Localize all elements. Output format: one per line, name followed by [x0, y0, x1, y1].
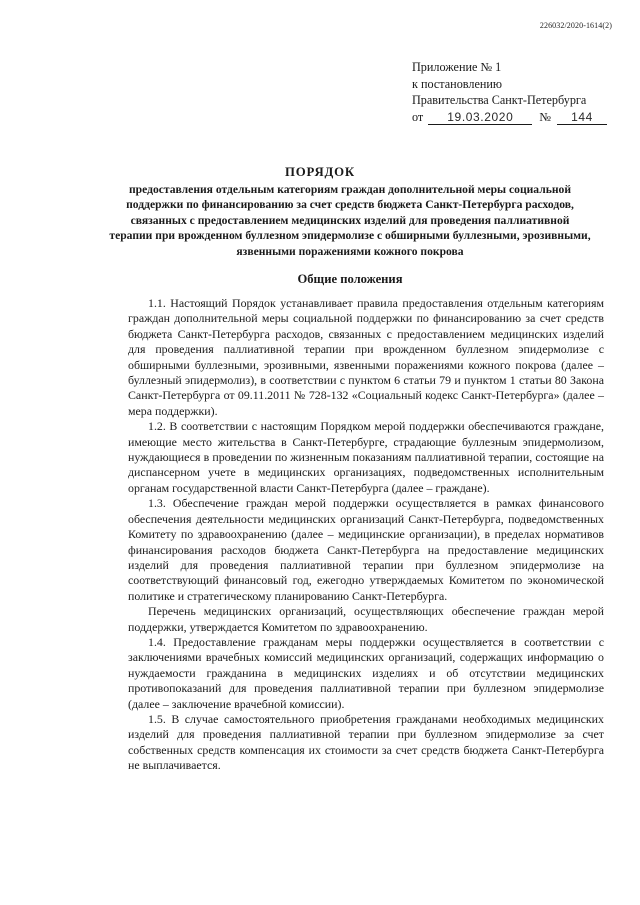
- paragraph-1-4: 1.4. Предоставление гражданам меры поддержки осуществляется в соответствии с заключениями врачебных комиссий медицинских организаций, содержащих информацию о нуждаемости гражданина в медицинских изделиях и об отсутствии медицинских противопоказаний для проведения паллиативной терапии при буллезном эпидермолизе (далее – заключение врачебной комиссии).: [128, 634, 604, 711]
- appendix-line-1: Приложение № 1: [412, 60, 502, 74]
- appendix-line-2: к постановлению: [412, 76, 503, 91]
- document-body: [128, 296, 604, 774]
- document-subtitle: предоставления отдельным категориям граждан дополнительной меры социальной поддержки по финансированию за счет средств бюджета Санкт-Петербурга расходов, связанных с предоставлением медицинских изделий для проведения паллиативной терапии при врожденном буллезном эпидермолизе с обширными буллезными, эрозивными, язвенными поражениями кожного покрова: [109, 183, 591, 258]
- section-title: Общие положения: [297, 272, 403, 286]
- number-label: №: [539, 109, 551, 124]
- appendix-date-line: [412, 109, 622, 126]
- paragraph-1-1: 1.1. Настоящий Порядок устанавливает правила предоставления отдельным категориям граждан дополнительной меры социальной поддержки по финансированию за счет средств бюджета Санкт-Петербурга расходов, связанных с предоставлением медицинских изделий для проведения паллиативной терапии при врожденном буллезном эпидермолизе с обширными буллезными, эрозивными, язвенными поражениями кожного покрова (далее – буллезный эпидермолиз), в соответствии с пунктом 6 статьи 79 и пунктом 1 статьи 80 Закона Санкт-Петербурга от 09.11.2011 № 728-132 «Социальный кодекс Санкт-Петербурга» (далее – мера поддержки).: [128, 296, 604, 418]
- appendix-block: [412, 59, 622, 125]
- appendix-line-3: Правительства Санкт-Петербурга: [412, 93, 587, 107]
- document-id: 226032/2020-1614(2): [539, 21, 612, 30]
- resolution-number: 144: [557, 111, 607, 125]
- paragraph-1-2: 1.2. В соответствии с настоящим Порядком мерой поддержки обеспечиваются граждане, имеющие место жительства в Санкт-Петербурге, страдающие буллезным эпидермолизом, нуждающиеся в проведении по жизненным показаниям паллиативной терапии, состоящие на диспансерном учете в медицинских организациях, подведомственных исполнительным органам государственной власти Санкт-Петербурга (далее – граждане).: [128, 419, 604, 495]
- from-label: от: [412, 109, 424, 124]
- paragraph-1-5: 1.5. В случае самостоятельного приобретения гражданами необходимых медицинских изделий для проведения паллиативной терапии при буллезном эпидермолизе за счет собственных средств компенсация их стоимости за счет средств бюджета Санкт-Петербурга не выплачивается.: [128, 711, 604, 773]
- resolution-date: 19.03.2020: [428, 111, 532, 125]
- document-title: ПОРЯДОК: [285, 165, 355, 179]
- paragraph-1-3-list: Перечень медицинских организаций, осуществляющих обеспечение граждан мерой поддержки, утверждается Комитетом по здравоохранению.: [128, 604, 604, 634]
- paragraph-1-3: 1.3. Обеспечение граждан мерой поддержки осуществляется в рамках финансового обеспечения деятельности медицинских организаций Санкт-Петербурга, подведомственных Комитету по здравоохранению (далее – медицинские организации), в пределах нормативов финансирования расходов бюджета Санкт-Петербурга на предоставление медицинских изделий для проведения паллиативной терапии при буллезном эпидермолизе на соответствующий финансовый год, ежегодно утверждаемых Комитетом по экономической политике и стратегическому планированию Санкт-Петербурга.: [128, 496, 604, 603]
